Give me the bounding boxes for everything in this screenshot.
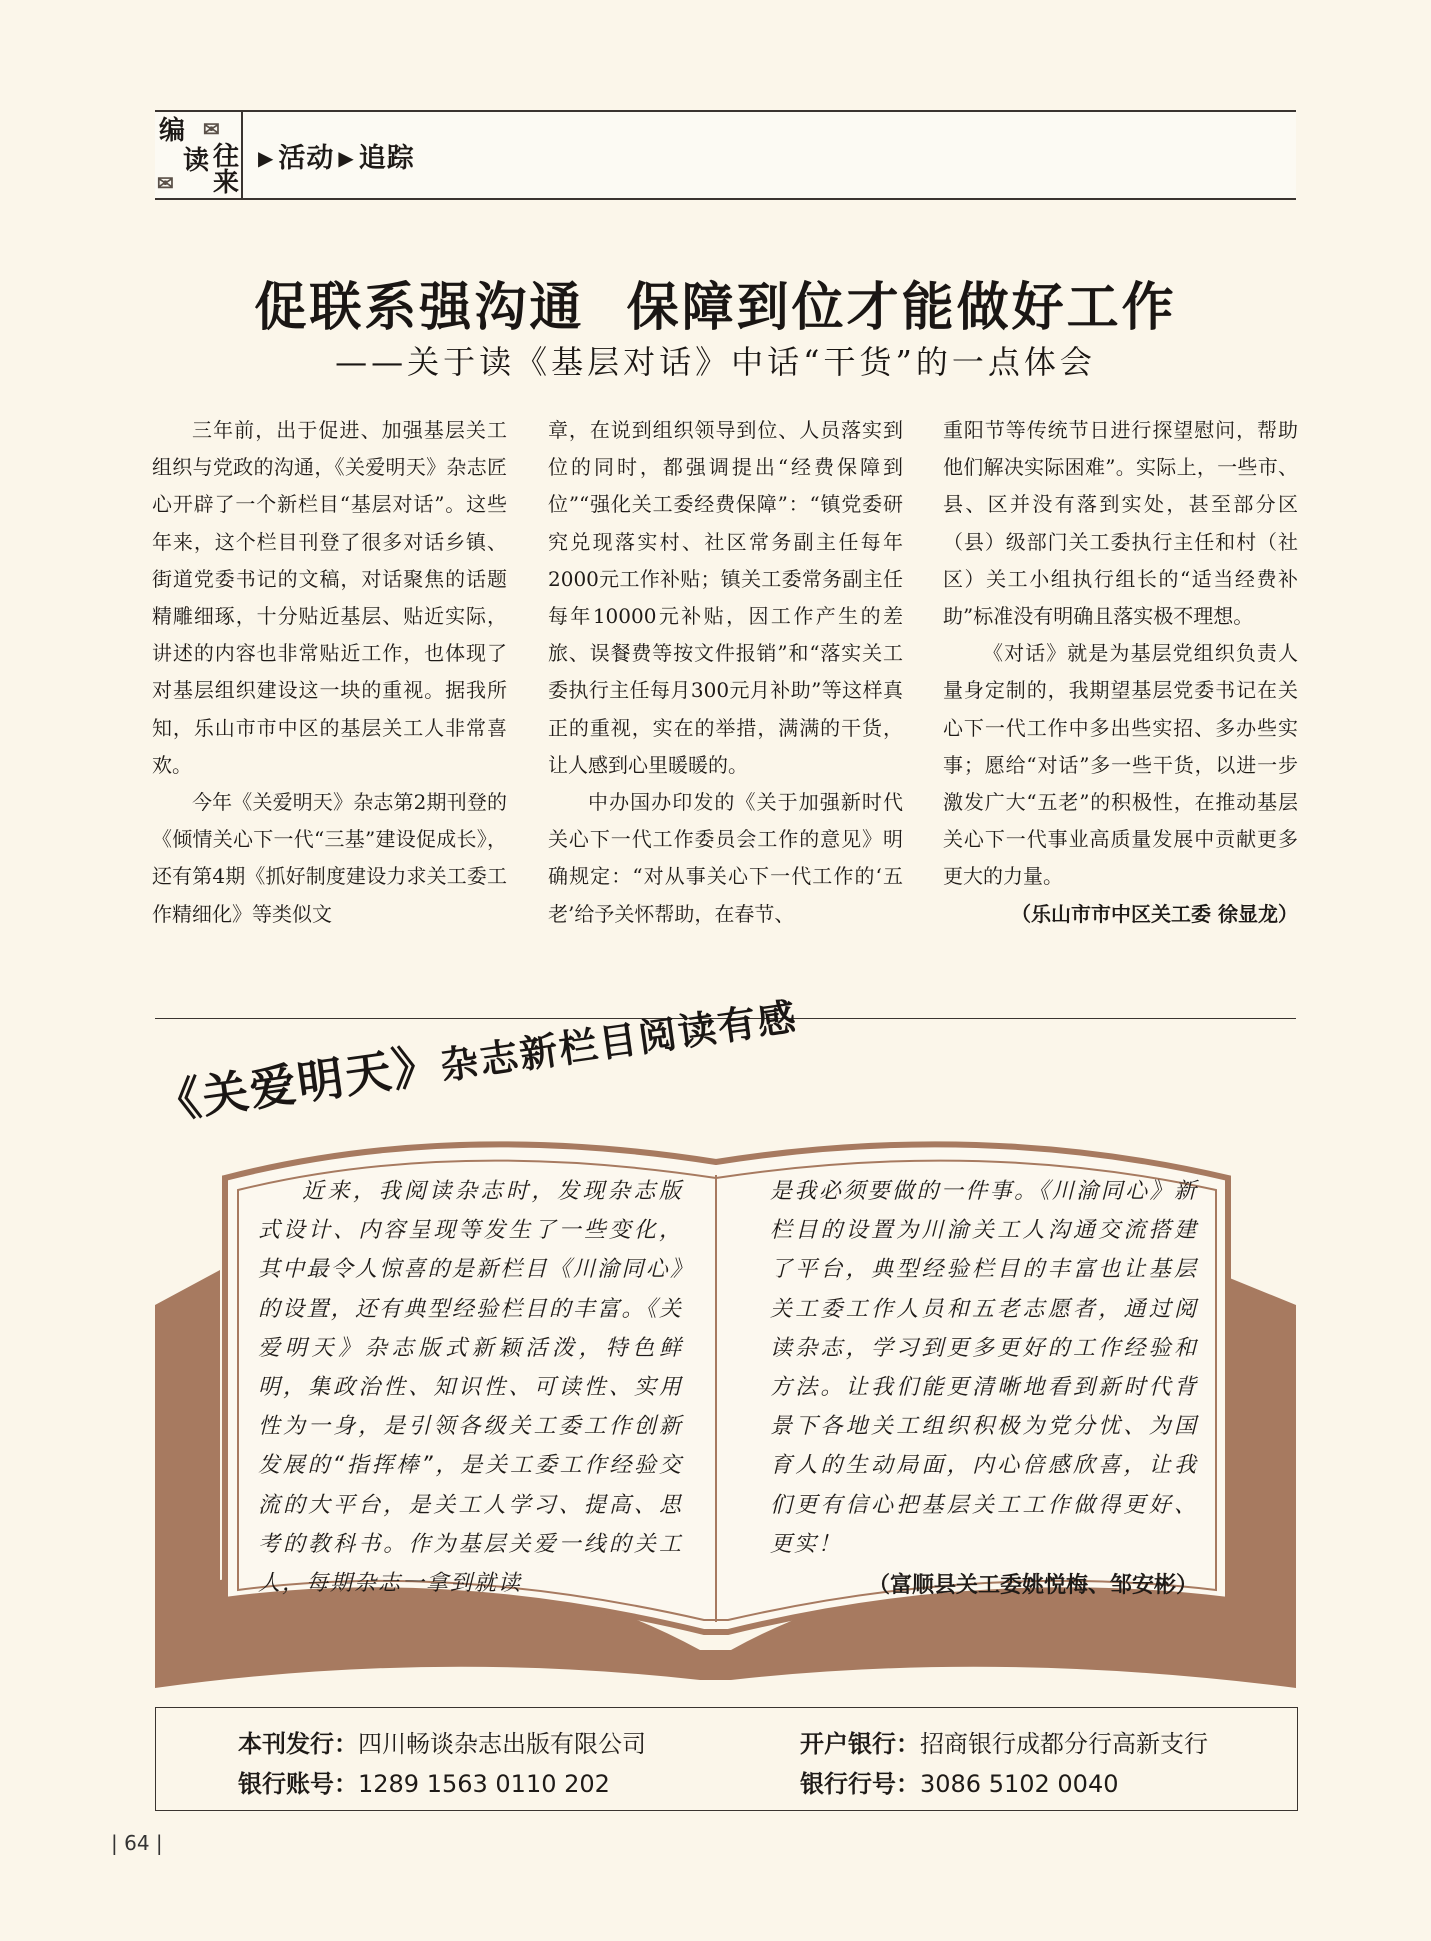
breadcrumb-section: 活动	[278, 143, 335, 174]
article-column-2	[548, 412, 903, 933]
paragraph: 三年前，出于促进、加强基层关工组织与党政的沟通，《关爱明天》杂志匠心开辟了一个新栏目“基层对话”。这些年来，这个栏目刊登了很多对话乡镇、街道党委书记的文稿，对话聚焦的话题精雕细琢，十分贴近基层、贴近实际，讲述的内容也非常贴近工作，也体现了对基层组织建设这一块的重视。据我所知，乐山市市中区的基层关工人非常喜欢。	[152, 418, 507, 777]
publisher-info-box	[155, 1707, 1298, 1811]
section-header	[155, 110, 1296, 200]
page-number-value: 64	[124, 1831, 150, 1855]
paragraph: 重阳节等传统节日进行探望慰问，帮助他们解决实际困难”。实际上，一些市、县、区并没有落到实处，甚至部分区（县）级部门关工委执行主任和村（社区）关工小组执行组长的“适当经费补助”标准没有明确且落实极不理想。	[943, 418, 1298, 629]
article-title: 促联系强沟通 保障到位才能做好工作	[254, 277, 1177, 338]
book-title-rest: 杂志新栏目阅读有感	[437, 993, 801, 1089]
bankno-value: 3086 5102 0040	[920, 1770, 1119, 1798]
article-column-3	[943, 412, 1298, 933]
bankno-label: 银行行号：	[800, 1770, 920, 1798]
paragraph: 中办国办印发的《关于加强新时代关心下一代工作委员会工作的意见》明确规定：“对从事关心下一代工作的‘五老’给予关怀帮助，在春节、	[548, 790, 903, 926]
logo-char-2: 读	[183, 146, 210, 176]
triangle-right-icon: ▶	[258, 146, 275, 170]
paragraph: 今年《关爱明天》杂志第2期刊登的《倾情关心下一代“三基”建设促成长》，还有第4期《抓好制度建设力求关工委工作精细化》等类似文	[152, 790, 507, 926]
bankno-line	[800, 1764, 1119, 1799]
account-value: 1289 1563 0110 202	[358, 1770, 610, 1798]
column-logo	[155, 112, 243, 198]
article-column-1	[152, 412, 507, 933]
book-right-text: 是我必须要做的一件事。《川渝同心》新栏目的设置为川渝关工人沟通交流搭建了平台，典型经验栏目的丰富也让基层关工委工作人员和五老志愿者，通过阅读杂志，学习到更多更好的工作经验和方法。让我们能更清晰地看到新时代背景下各地关工组织积极为党分忧、为国育人的生动局面，内心倍感欣喜，让我们更有信心把基层关工工作做得更好、更实！	[770, 1179, 1198, 1557]
paragraph: 《对话》就是为基层党组织负责人量身定制的，我期望基层党委书记在关心下一代工作中多出些实招、多办些实事；愿给“对话”多一些干货，以进一步激发广大“五老”的积极性，在推动基层关心下一代事业高质量发展中贡献更多更大的力量。	[943, 641, 1298, 889]
author-signature: （乐山市市中区关工委 徐显龙）	[1011, 901, 1298, 926]
book-right-page	[770, 1172, 1198, 1605]
book-title-magazine: 《关爱明天》	[151, 1036, 444, 1131]
publisher-label: 本刊发行：	[238, 1730, 358, 1758]
bank-label: 开户银行：	[800, 1730, 920, 1758]
envelope-icon: ✉	[203, 117, 220, 141]
triangle-right-icon: ▶	[338, 146, 355, 170]
logo-char-1: 编	[159, 116, 186, 146]
breadcrumb	[258, 136, 415, 175]
paragraph: 章，在说到组织领导到位、人员落实到位的同时，都强调提出“经费保障到位”“强化关工委经费保障”：“镇党委研究兑现落实村、社区常务副主任每年2000元工作补贴；镇关工委常务副主任每年10000元补贴，因工作产生的差旅、误餐费等按文件报销”和“落实关工委执行主任每月300元月补助”等这样真正的重视，实在的举措，满满的干货，让人感到心里暖暖的。	[548, 418, 903, 777]
account-line	[238, 1764, 610, 1799]
logo-char-3: 往	[213, 142, 240, 172]
logo-char-4: 来	[213, 168, 240, 198]
account-label: 银行账号：	[238, 1770, 358, 1798]
book-left-page	[258, 1172, 683, 1603]
article-body	[152, 412, 1298, 972]
article-subtitle: ——关于读《基层对话》中话“干货”的一点体会	[335, 343, 1096, 381]
breadcrumb-subsection: 追踪	[358, 143, 415, 174]
page-number: | 64 |	[111, 1831, 163, 1855]
publisher-line	[238, 1724, 646, 1759]
envelope-icon: ✉	[157, 171, 174, 195]
open-book-illustration	[0, 1040, 1431, 1720]
publisher-value: 四川畅谈杂志出版有限公司	[358, 1730, 646, 1758]
bank-value: 招商银行成都分行高新支行	[920, 1730, 1208, 1758]
book-left-text: 近来，我阅读杂志时，发现杂志版式设计、内容呈现等发生了一些变化，其中最令人惊喜的是新栏目《川渝同心》的设置，还有典型经验栏目的丰富。《关爱明天》杂志版式新颖活泼，特色鲜明，集政治性、知识性、可读性、实用性为一身，是引领各级关工委工作创新发展的“指挥棒”，是关工委工作经验交流的大平台，是关工人学习、提高、思考的教科书。作为基层关爱一线的关工人，每期杂志一拿到就读	[258, 1179, 683, 1597]
bank-line	[800, 1724, 1208, 1759]
book-signature: （富顺县关工委姚悦梅、邹安彬）	[867, 1573, 1198, 1599]
